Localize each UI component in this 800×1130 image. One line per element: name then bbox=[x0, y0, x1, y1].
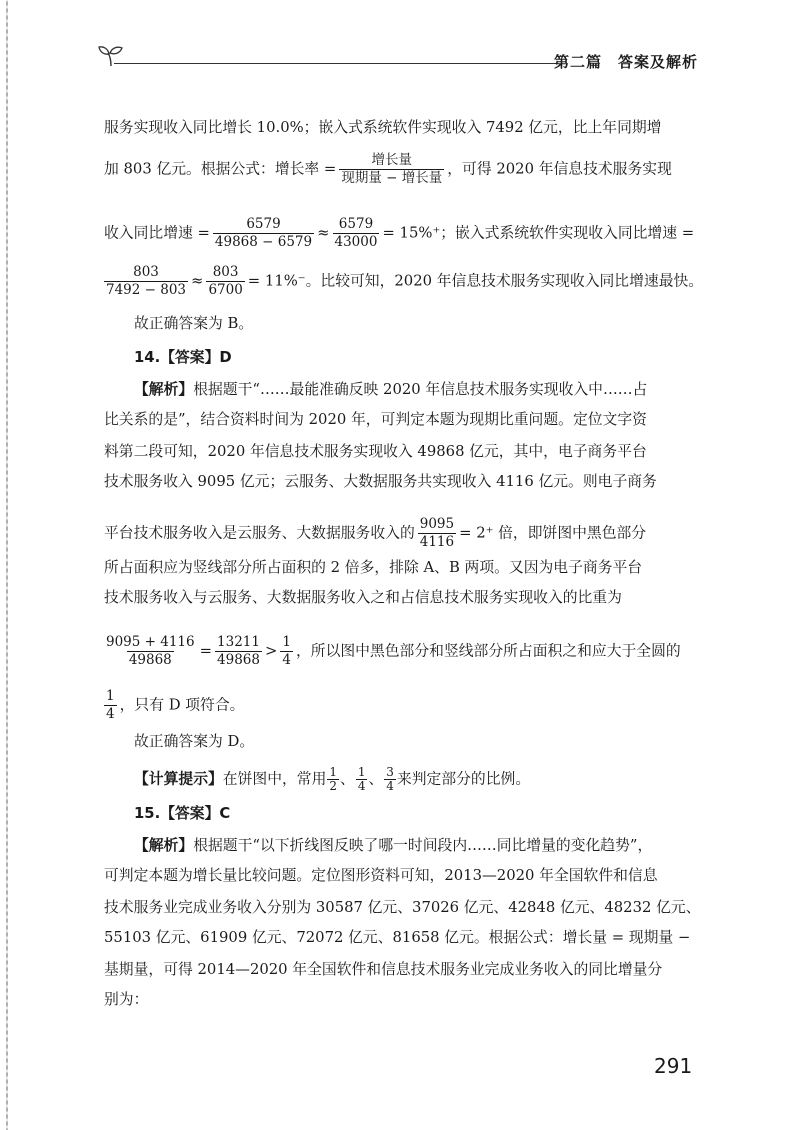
text: = 11%⁻。比较可知，2020 年信息技术服务实现收入同比增速最快。 bbox=[247, 272, 704, 290]
numerator: 13211 bbox=[217, 634, 260, 650]
formula-line bbox=[104, 688, 244, 723]
fraction bbox=[327, 766, 339, 793]
numerator: 1 bbox=[106, 688, 115, 704]
numerator: 3 bbox=[386, 765, 394, 779]
numerator: 增长量 bbox=[371, 152, 413, 168]
approx-sign: ≈ bbox=[317, 224, 330, 242]
text: 根据题干“以下折线图反映了哪一时间段内……同比增量的变化趋势”， bbox=[193, 837, 653, 854]
denominator: 现期量 − 增长量 bbox=[341, 170, 443, 186]
text: 在饼图中，常用 bbox=[222, 770, 327, 788]
binding-dots bbox=[6, 0, 8, 1130]
fraction bbox=[104, 634, 197, 669]
tip-tag: 【计算提示】 bbox=[134, 770, 223, 788]
text: 根据题干“……最能准确反映 2020 年信息技术服务实现收入中……占 bbox=[193, 381, 648, 398]
header-rule bbox=[114, 63, 558, 64]
text-line: 技术服务业完成业务收入分别为 30587 亿元、37026 亿元、42848 亿元、48232 亿元、 bbox=[104, 899, 701, 916]
text-line: 料第二段可知，2020 年信息技术服务实现收入 49868 亿元，其中，电子商务平台 bbox=[104, 443, 647, 460]
fraction-growth-rate bbox=[339, 152, 444, 187]
numerator: 803 bbox=[212, 264, 239, 280]
numerator: 1 bbox=[282, 634, 291, 650]
denominator: 49868 bbox=[128, 652, 172, 668]
tip-line bbox=[134, 766, 530, 793]
text-line: 技术服务收入 9095 亿元；云服务、大数据服务共实现收入 4116 亿元。则电子商务 bbox=[104, 473, 657, 490]
numerator: 803 bbox=[133, 264, 159, 280]
text-line: 基期量，可得 2014—2020 年全国软件和信息技术服务业完成业务收入的同比增量分 bbox=[104, 961, 663, 978]
conclusion: 故正确答案为 D。 bbox=[134, 733, 255, 750]
text: 平台技术服务收入是云服务、大数据服务收入的 bbox=[104, 524, 415, 542]
text: ，所以图中黑色部分和竖线部分所占面积之和应大于全圆的 bbox=[295, 642, 681, 660]
text-line: 可判定本题为增长量比较问题。定位图形资料可知，2013—2020 年全国软件和信息 bbox=[104, 867, 658, 884]
equals-sign: = bbox=[199, 642, 213, 660]
fraction bbox=[206, 264, 244, 299]
numerator: 6579 bbox=[246, 216, 281, 232]
fraction bbox=[213, 216, 314, 251]
denominator: 4116 bbox=[419, 534, 455, 550]
formula-line bbox=[104, 152, 672, 187]
answer-label: 15.【答案】C bbox=[134, 805, 231, 822]
answer-label: 14.【答案】D bbox=[134, 349, 232, 366]
fraction bbox=[333, 216, 380, 251]
denominator: 4 bbox=[282, 652, 291, 668]
denominator: 2 bbox=[329, 779, 338, 793]
fraction bbox=[384, 766, 396, 793]
analysis-line bbox=[134, 380, 647, 400]
fraction bbox=[104, 264, 188, 299]
fraction bbox=[215, 634, 262, 669]
text: 收入同比增速 = bbox=[104, 224, 210, 242]
section-title: 第二篇 答案及解析 bbox=[553, 53, 698, 71]
text-line: 比关系的是”，结合资料时间为 2020 年，可判定本题为现期比重问题。定位文字资 bbox=[104, 411, 647, 428]
denominator: 4 bbox=[357, 779, 366, 793]
formula-line bbox=[104, 216, 694, 251]
analysis-line bbox=[134, 836, 652, 856]
numerator: 1 bbox=[357, 765, 366, 779]
denominator: 4 bbox=[106, 706, 115, 722]
numerator: 1 bbox=[329, 765, 338, 779]
analysis-tag: 【解析】 bbox=[134, 837, 194, 854]
denominator: 49868 bbox=[217, 652, 260, 668]
text: = 2⁺ 倍，即饼图中黑色部分 bbox=[459, 524, 647, 542]
text-line: 技术服务收入与云服务、大数据服务收入之和占信息技术服务实现收入的比重为 bbox=[104, 589, 622, 606]
fraction bbox=[104, 688, 117, 723]
analysis-tag: 【解析】 bbox=[134, 381, 194, 398]
fraction bbox=[356, 766, 368, 793]
text-line: 服务实现收入同比增长 10.0%；嵌入式系统软件实现收入 7492 亿元，比上年同期增 bbox=[104, 119, 662, 136]
text: 来判定部分的比例。 bbox=[396, 770, 531, 788]
text: ，可得 2020 年信息技术服务实现 bbox=[447, 160, 672, 178]
numerator: 9095 + 4116 bbox=[106, 634, 195, 650]
approx-sign: ≈ bbox=[191, 272, 204, 290]
conclusion: 故正确答案为 B。 bbox=[134, 315, 254, 332]
formula-line bbox=[104, 516, 646, 551]
formula-line bbox=[104, 634, 681, 669]
text-line: 所占面积应为竖线部分所占面积的 2 倍多，排除 A、B 两项。又因为电子商务平台 bbox=[104, 559, 643, 576]
denominator: 7492 − 803 bbox=[106, 282, 187, 298]
denominator: 43000 bbox=[334, 234, 378, 250]
denominator: 6700 bbox=[208, 282, 243, 298]
numerator: 9095 bbox=[419, 516, 455, 532]
text: = 15%⁺；嵌入式系统软件实现收入同比增速 = bbox=[382, 224, 695, 242]
greater-sign: > bbox=[264, 642, 278, 660]
text: 加 803 亿元。根据公式：增长率 = bbox=[104, 160, 337, 178]
sprout-icon bbox=[98, 44, 124, 68]
separator: 、 bbox=[340, 770, 355, 788]
text-line: 别为： bbox=[104, 991, 149, 1008]
fraction bbox=[418, 516, 456, 551]
denominator: 49868 − 6579 bbox=[214, 234, 313, 250]
separator: 、 bbox=[368, 770, 384, 788]
fraction bbox=[280, 634, 293, 669]
page-number: 291 bbox=[654, 1054, 693, 1078]
numerator: 6579 bbox=[338, 216, 374, 232]
text: ，只有 D 项符合。 bbox=[119, 696, 245, 714]
denominator: 4 bbox=[386, 779, 394, 793]
formula-line bbox=[104, 264, 703, 299]
page-header bbox=[98, 44, 698, 74]
text-line: 55103 亿元、61909 亿元、72072 亿元、81658 亿元。根据公式：增长量 = 现期量 − bbox=[104, 929, 691, 946]
